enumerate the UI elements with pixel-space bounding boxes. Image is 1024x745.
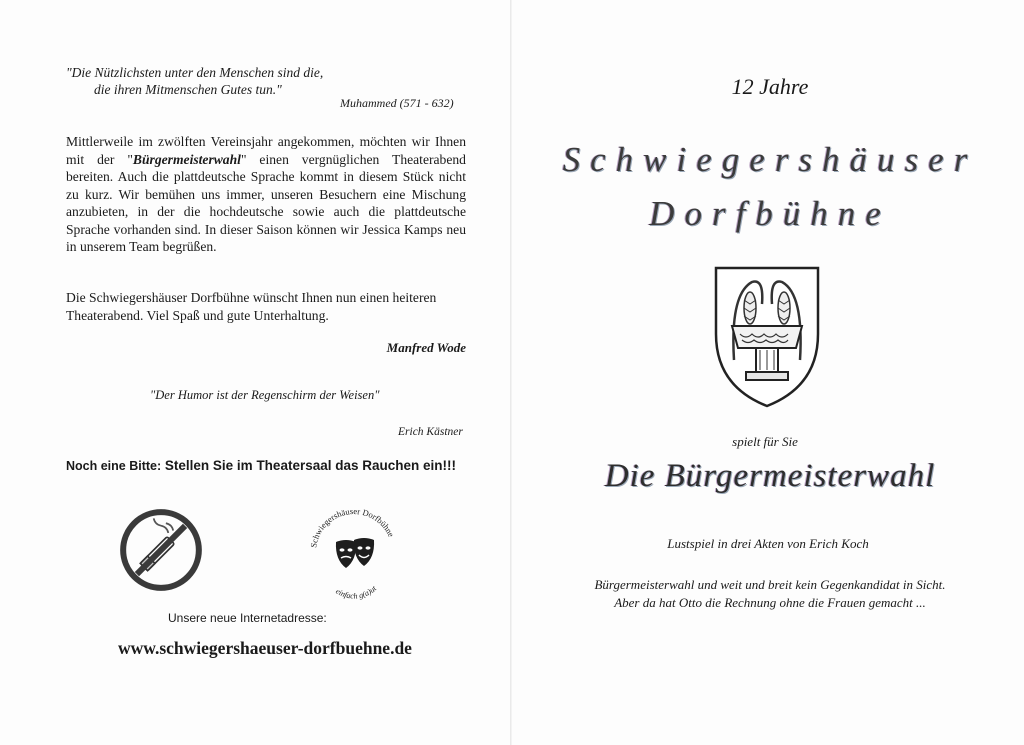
humor-quote: "Der Humor ist der Regenschirm der Weisen" — [150, 388, 380, 402]
anniversary-years: 12 Jahre — [731, 74, 809, 99]
play-name-inline: Bürgermeisterwahl — [132, 151, 241, 167]
request-text: Stellen Sie im Theatersaal das Rauchen ein!!! — [161, 458, 457, 473]
play-description-line2: Aber da hat Otto die Rechnung ohne die Frauen gemacht ... — [614, 595, 926, 610]
intro-paragraph — [66, 133, 466, 256]
website-url: www.schwiegershaeuser-dorfbuehne.de — [118, 638, 412, 658]
open-quote: " — [127, 151, 133, 167]
opening-quote-line2: die ihren Mitmenschen Gutes tun." — [94, 82, 282, 97]
signature: Manfred Wode — [386, 340, 466, 355]
theatre-name-line2: Dorfbühne — [649, 194, 891, 233]
play-title: Die Bürgermeisterwahl — [604, 458, 936, 494]
dorfbuehne-logo — [302, 496, 406, 602]
page-fold — [510, 0, 512, 745]
plays-for-you: spielt für Sie — [732, 434, 798, 449]
close-quote: " — [240, 151, 247, 167]
logo-text-top: Schwiegershäuser Dorfbühne — [308, 505, 397, 549]
request-label: Noch eine Bitte: — [66, 459, 162, 473]
coat-of-arms-icon — [712, 264, 822, 410]
opening-quote-author: Muhammed (571 - 632) — [340, 96, 454, 110]
theatre-name-line1: Schwiegershäuser — [562, 140, 978, 179]
svg-text:einfach g(a)ut — [334, 583, 379, 600]
opening-quote-line1: "Die Nützlichsten unter den Menschen sind die, — [66, 65, 324, 80]
play-description — [580, 576, 960, 612]
intro-text-after: einen vergnüglichen Theaterabend bereiten. Auch die plattdeutsche Sprache kommt in diesem Stück nicht zu kurz. Wir bemühen uns immer, unseren Besuchern eine Mischung anzubieten, in der die hochdeutsche sowie auch die plattdeutsche Sprache vorhanden sind. In dieser Saison können wir Jessica Kamps neu in unserem Team begrüßen. — [66, 151, 466, 254]
opening-quote — [66, 64, 486, 98]
no-smoking-icon — [118, 507, 204, 593]
play-description-line1: Bürgermeisterwahl und weit und breit kein Gegenkandidat in Sicht. — [594, 577, 946, 592]
greeting-paragraph: Die Schwiegershäuser Dorfbühne wünscht Ihnen nun einen heiteren Theaterabend. Viel Spaß und gute Unterhaltung. — [66, 290, 437, 323]
new-address-label: Unsere neue Internetadresse: — [168, 611, 327, 625]
intro-text-before: Mittlerweile im zwölften Vereinsjahr angekommen, möchten wir Ihnen mit der — [66, 134, 466, 167]
logo-text-bottom: einfach g(a)ut — [334, 583, 379, 601]
play-subtitle: Lustspiel in drei Akten von Erich Koch — [667, 536, 869, 551]
humor-quote-author: Erich Kästner — [398, 426, 463, 438]
no-smoking-request — [66, 458, 456, 473]
